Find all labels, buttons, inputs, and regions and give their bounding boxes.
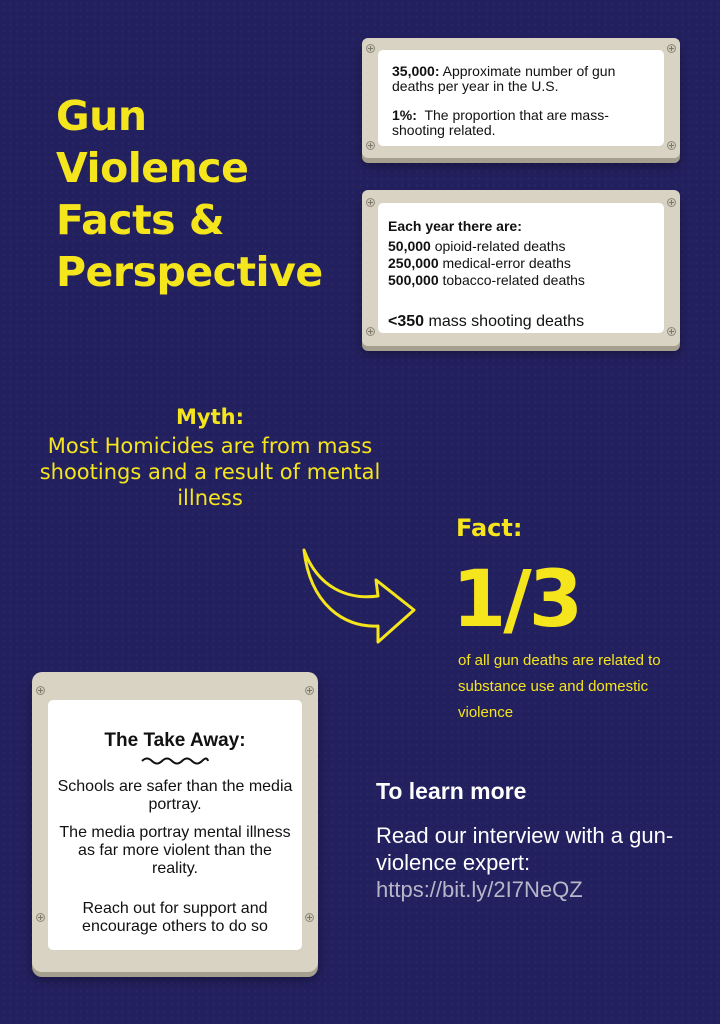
- screw-icon: [366, 141, 375, 150]
- stats-card: [362, 38, 680, 158]
- screw-icon: [366, 44, 375, 53]
- comparison-card: [362, 190, 680, 346]
- screw-icon: [305, 686, 314, 695]
- comparison-mass-shooting-value: <350: [388, 313, 425, 330]
- comparison-row: [388, 238, 565, 254]
- comparison-row-value: 250,000: [388, 255, 439, 271]
- comparison-card-panel: [378, 203, 664, 333]
- page-title: [56, 90, 356, 298]
- myth-text: Most Homicides are from mass shootings and a result of mental illness: [39, 434, 381, 510]
- title-line-1: Gun: [56, 92, 147, 140]
- screw-icon: [305, 913, 314, 922]
- takeaway-card-panel: [48, 700, 302, 950]
- fact-text: of all gun deaths are related to substance use and domestic violence: [458, 652, 661, 721]
- stat-mass-shooting-share: [392, 108, 657, 138]
- stat-gun-deaths: [392, 64, 657, 94]
- stat-gun-deaths-text: Approximate number of gun deaths per year in the U.S.: [392, 63, 616, 94]
- screw-icon: [667, 327, 676, 336]
- takeaway-title: The Take Away:: [104, 730, 246, 751]
- comparison-row: [388, 255, 571, 271]
- learn-more-block: [376, 822, 706, 903]
- stat-mass-shooting-text: The proportion that are mass-shooting related.: [392, 107, 609, 138]
- comparison-heading: Each year there are:: [388, 218, 522, 234]
- interview-link[interactable]: https://bit.ly/2I7NeQZ: [376, 877, 583, 902]
- title-line-4: Perspective: [56, 248, 323, 296]
- fact-big-value: 1/3: [452, 555, 581, 645]
- takeaway-card: [32, 672, 318, 972]
- comparison-row-value: 50,000: [388, 238, 431, 254]
- screw-icon: [667, 44, 676, 53]
- screw-icon: [667, 141, 676, 150]
- takeaway-point: The media portray mental illness as far more violent than the reality.: [59, 824, 291, 877]
- comparison-row-value: 500,000: [388, 272, 439, 288]
- comparison-row-label: tobacco-related deaths: [442, 272, 585, 288]
- takeaway-point: Reach out for support and encourage others to do so: [82, 900, 268, 935]
- stats-card-panel: [378, 50, 664, 146]
- screw-icon: [36, 913, 45, 922]
- curved-arrow-icon: [296, 538, 420, 648]
- screw-icon: [36, 686, 45, 695]
- learn-more-title: To learn more: [376, 778, 527, 804]
- takeaway-point: Schools are safer than the media portray.: [57, 778, 293, 813]
- title-line-2: Violence: [56, 144, 249, 192]
- comparison-row: [388, 272, 585, 288]
- squiggle-underline-icon: [140, 756, 210, 766]
- comparison-mass-shooting-label: mass shooting deaths: [428, 313, 585, 330]
- comparison-mass-shooting-row: [388, 313, 584, 331]
- screw-icon: [366, 327, 375, 336]
- learn-more-text: Read our interview with a gun-violence expert:: [376, 823, 674, 875]
- stat-gun-deaths-value: 35,000:: [392, 63, 440, 79]
- fact-label: Fact:: [456, 514, 523, 542]
- myth-label: Myth:: [176, 405, 244, 429]
- stat-mass-shooting-value: 1%:: [392, 107, 417, 123]
- comparison-row-label: opioid-related deaths: [434, 238, 566, 254]
- screw-icon: [667, 198, 676, 207]
- screw-icon: [366, 198, 375, 207]
- title-line-3: Facts &: [56, 196, 225, 244]
- comparison-row-label: medical-error deaths: [442, 255, 571, 271]
